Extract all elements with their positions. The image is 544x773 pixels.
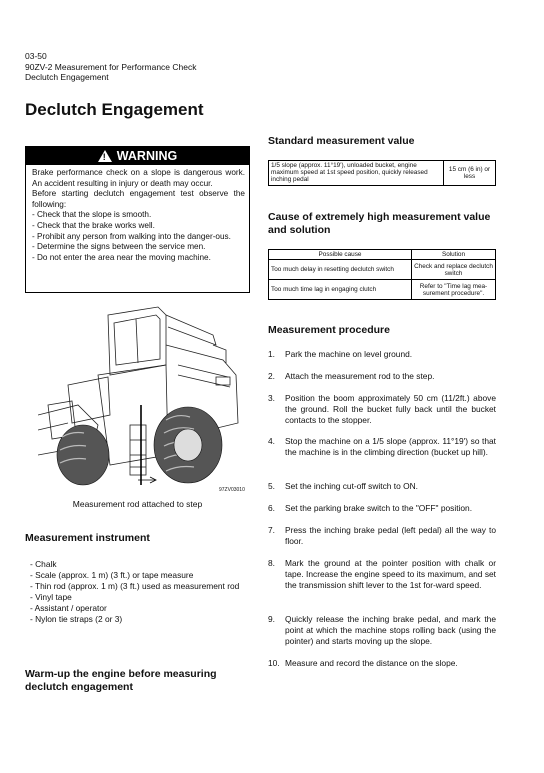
step-number: 4. <box>268 436 275 446</box>
step-text: Position the boom approximately 50 cm (11/2ft.) above the ground. Roll the bucket fully back until the bucket contacts to the stopper. <box>285 393 496 425</box>
figure-caption: Measurement rod attached to step <box>72 499 203 509</box>
instrument-item: - Vinyl tape <box>30 592 250 603</box>
page-title: Declutch Engagement <box>25 100 204 119</box>
warmup-heading: Warm-up the engine before measuring declutch engagement <box>25 668 217 693</box>
page-number: 03-50 <box>25 51 47 61</box>
warning-box <box>25 146 250 293</box>
column-header: Possible cause <box>269 250 412 260</box>
step-text: Park the machine on level ground. <box>285 349 413 359</box>
warning-paragraph: Brake performance check on a slope is dangerous work. An accident resulting in injury or death may occur. <box>32 168 245 188</box>
procedure-step <box>268 658 496 669</box>
procedure-step <box>268 558 496 591</box>
page-header <box>25 51 197 83</box>
step-text: Set the parking brake switch to the "OFF" position. <box>285 503 473 513</box>
step-text: Quickly release the inching brake pedal, and mark the point at which the machine stops rolling back (using the pointer) and starts moving up the slope. <box>285 614 496 646</box>
column-header: Solution <box>412 250 496 260</box>
step-text: Set the inching cut-off switch to ON. <box>285 481 418 491</box>
instrument-heading: Measurement instrument <box>25 532 150 544</box>
table-row <box>269 260 496 280</box>
warning-item: - Check that the slope is smooth. <box>32 210 245 221</box>
step-text: Press the inching brake pedal (left pedal) all the way to floor. <box>285 525 496 546</box>
step-text: Measure and record the distance on the slope. <box>285 658 458 668</box>
warning-heading: WARNING <box>116 149 178 163</box>
solution-cell: Check and replace declutch switch <box>412 260 496 280</box>
step-number: 1. <box>268 349 275 359</box>
section-title: 90ZV-2 Measurement for Performance Check <box>25 61 197 72</box>
instrument-item: - Scale (approx. 1 m) (3 ft.) or tape measure <box>30 570 250 581</box>
cause-cell: Too much time lag in engaging clutch <box>269 280 412 300</box>
procedure-step <box>268 349 496 360</box>
warning-item: - Prohibit any person from walking into the danger-ous. <box>32 232 245 243</box>
procedure-step <box>268 481 496 492</box>
warning-paragraph: Before starting declutch engagement test observe the following: <box>32 189 245 209</box>
step-number: 7. <box>268 525 275 535</box>
exclamation-triangle-icon: ! <box>98 150 112 162</box>
warning-body <box>26 165 249 263</box>
standard-value: 15 cm (6 in) or less <box>444 161 496 186</box>
cause-heading: Cause of extremely high measurement value and solution <box>268 211 491 236</box>
instrument-list <box>30 559 250 624</box>
warning-list <box>32 210 245 263</box>
table-row <box>269 161 496 186</box>
step-number: 2. <box>268 371 275 381</box>
standard-table <box>268 160 496 186</box>
instrument-item: - Chalk <box>30 559 250 570</box>
step-text: Stop the machine on a 1/5 slope (approx. 11°19') so that the machine is in the climbing direction (bucket up hill). <box>285 436 496 457</box>
warning-item: - Check that the brake works well. <box>32 221 245 232</box>
wheel-loader-illustration <box>38 305 250 495</box>
warning-header <box>26 147 249 165</box>
step-number: 3. <box>268 393 275 403</box>
step-number: 10. <box>268 658 280 668</box>
procedure-step <box>268 525 496 547</box>
step-number: 8. <box>268 558 275 568</box>
table-header-row <box>269 250 496 260</box>
table-row <box>269 280 496 300</box>
step-text: Mark the ground at the pointer position with chalk or tape. Increase the engine speed to its maximum, and set the transmission shift lever to the 1st for-ward speed. <box>285 558 496 590</box>
procedure-step <box>268 503 496 514</box>
procedure-step <box>268 614 496 647</box>
step-number: 5. <box>268 481 275 491</box>
instrument-item: - Thin rod (approx. 1 m) (3 ft.) used as measurement rod <box>30 581 250 592</box>
cause-cell: Too much delay in resetting declutch switch <box>269 260 412 280</box>
warning-item: - Determine the signs between the service men. <box>32 242 245 253</box>
warning-item: - Do not enter the area near the moving machine. <box>32 253 245 264</box>
topic-title: Declutch Engagement <box>25 72 109 82</box>
procedure-heading: Measurement procedure <box>268 324 390 336</box>
procedure-step <box>268 393 496 426</box>
instrument-item: - Nylon tie straps (2 or 3) <box>30 614 250 625</box>
instrument-item: - Assistant / operator <box>30 603 250 614</box>
step-text: Attach the measurement rod to the step. <box>285 371 435 381</box>
solution-cell: Refer to "Time lag mea-surement procedure". <box>412 280 496 300</box>
standard-condition: 1/5 slope (approx. 11°19'), unloaded bucket, engine maximum speed at 1st speed position, quickly released inching pedal <box>269 161 444 186</box>
procedure-step <box>268 436 496 458</box>
step-number: 6. <box>268 503 275 513</box>
procedure-step <box>268 371 496 382</box>
figure-code: 97ZV03010 <box>219 487 245 493</box>
cause-table <box>268 249 496 300</box>
standard-heading: Standard measurement value <box>268 135 415 147</box>
step-number: 9. <box>268 614 275 624</box>
